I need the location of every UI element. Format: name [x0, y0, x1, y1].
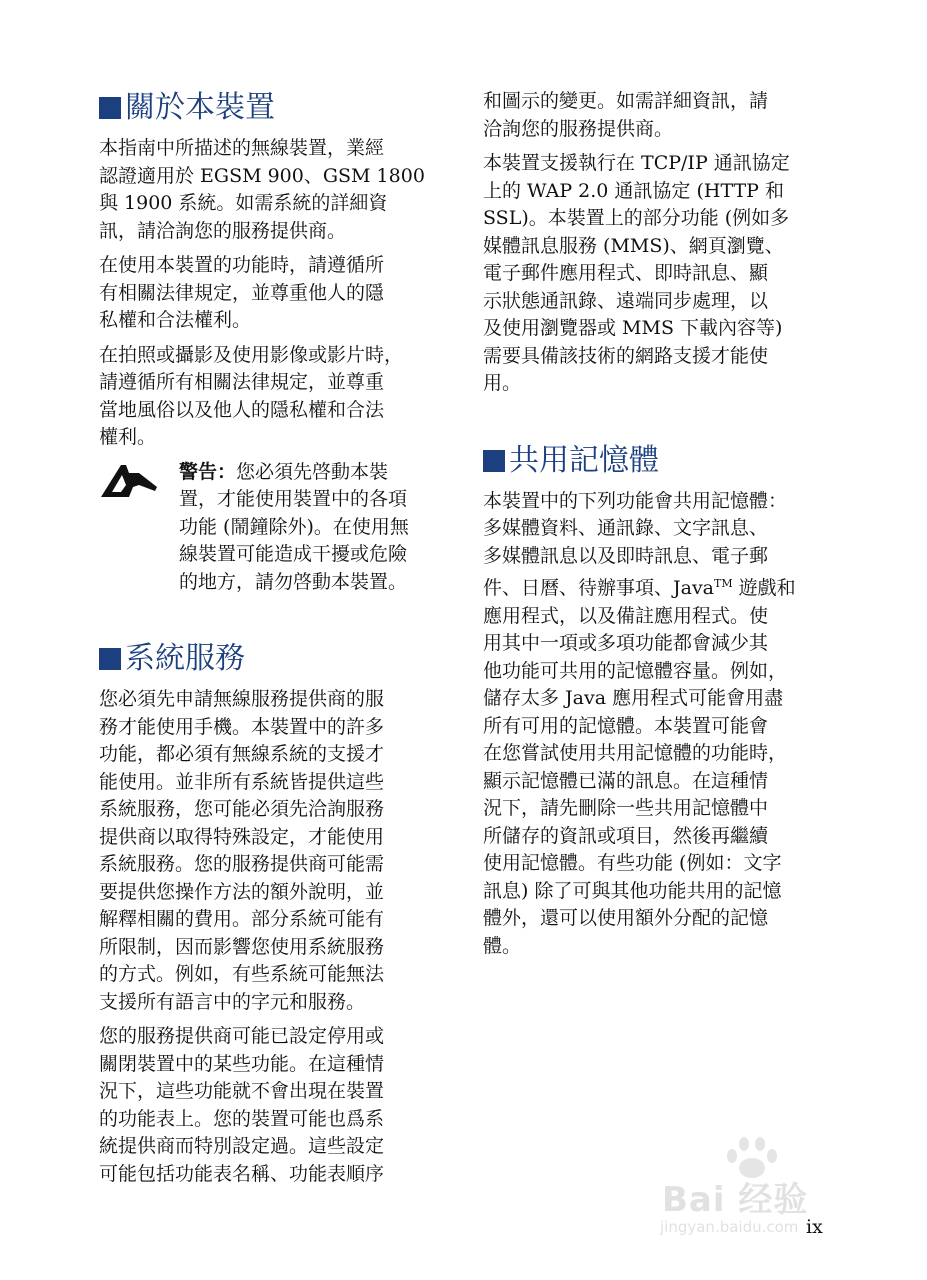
- text-line: 洽詢您的服務提供商。: [483, 117, 674, 140]
- watermark-logo: [660, 1136, 870, 1246]
- watermark-text: Bai 经验: [662, 1180, 809, 1220]
- text-line: 在您嘗試使用共用記憶體的功能時，: [483, 742, 788, 764]
- paragraph: [483, 88, 828, 143]
- text-line: 及使用瀏覽器或 MMS 下載內容等): [483, 317, 783, 339]
- text-line: 體。: [483, 934, 522, 957]
- text-line: 示狀態通訊錄、遠端同步處理，以: [483, 289, 769, 312]
- text-line: 要提供您操作方法的額外說明，並: [99, 880, 385, 903]
- text-line: 電子郵件應用程式、即時訊息、顯: [483, 262, 769, 284]
- text-line: 功能，都必須有無線系統的支援才: [99, 743, 385, 765]
- text-line: 系統服務。您的服務提供商可能需: [99, 853, 385, 875]
- heading-system-services: [99, 639, 439, 679]
- text-line: 所儲存的資訊或項目，然後再繼續: [483, 824, 769, 847]
- text-line: 需要具備該技術的網路支援才能使: [483, 344, 769, 367]
- text-line: 提供商以取得特殊設定，才能使用: [99, 825, 385, 848]
- text-line: 況下，請先刪除一些共用記憶體中: [483, 797, 769, 819]
- text-line: 顯示記憶體已滿的訊息。在這種情: [483, 769, 769, 792]
- page-number: ix: [806, 1216, 823, 1238]
- paragraph: [99, 135, 439, 245]
- text-line: 有相關法律規定，並尊重他人的隱: [99, 281, 385, 304]
- text-line: 本裝置支援執行在 TCP/IP 通訊協定: [483, 152, 790, 174]
- left-column: [99, 88, 439, 1195]
- text-line: 與 1900 系統。如需系統的詳細資: [99, 192, 388, 214]
- warning-hand-icon: [99, 459, 179, 604]
- paragraph: [99, 252, 439, 335]
- text-line: 的方式。例如，有些系統可能無法: [99, 963, 385, 985]
- paragraph: [483, 150, 828, 398]
- text-line: 在拍照或攝影及使用影像或影片時，: [99, 343, 404, 366]
- games-text: 遊戲和: [732, 577, 796, 599]
- text-line: 儲存太多 Java 應用程式可能會用盡: [483, 687, 784, 709]
- text-line: 解釋相關的費用。部分系統可能有: [99, 908, 385, 930]
- text-line: 多媒體訊息以及即時訊息、電子郵: [483, 544, 769, 567]
- warning-block: [99, 459, 439, 604]
- text-line: 本裝置中的下列功能會共用記憶體：: [483, 489, 788, 512]
- paragraph: [99, 342, 439, 452]
- text-line: 務才能使用手機。本裝置中的許多: [99, 715, 385, 738]
- text-line: SSL)。本裝置上的部分功能 (例如多: [483, 207, 790, 229]
- text-line: 在使用本裝置的功能時，請遵循所: [99, 254, 385, 276]
- java-text: 件、日曆、待辦事項、Java: [483, 577, 715, 599]
- text-line: 所限制，因而影響您使用系統服務: [99, 935, 385, 958]
- text-line: 所有可用的記憶體。本裝置可能會: [483, 714, 769, 737]
- text-line: 請遵循所有相關法律規定，並尊重: [99, 371, 385, 393]
- trademark-sup: TM: [714, 577, 733, 590]
- section-spacer: [99, 603, 439, 639]
- heading-about-device: [99, 88, 439, 128]
- text-line: 媒體訊息服務 (MMS)、網頁瀏覽、: [483, 234, 784, 257]
- text-line: 統提供商而特別設定過。這些設定: [99, 1135, 385, 1157]
- text-line: 您必須先申請無線服務提供商的服: [99, 688, 385, 710]
- heading-square-icon: [99, 97, 121, 119]
- text-line: 您的服務提供商可能已設定停用或: [99, 1025, 385, 1047]
- heading-system-services-text: 系統服務: [125, 641, 245, 676]
- text-lines: [483, 603, 828, 961]
- heading-shared-memory: [483, 441, 828, 481]
- text-line: 線裝置可能造成干擾或危險: [179, 543, 408, 565]
- warning-text: [179, 459, 439, 597]
- text-line: 訊息) 除了可與其他功能共用的記憶: [483, 879, 782, 902]
- text-line: 用。: [483, 372, 522, 394]
- text-line: 能使用。並非所有系統皆提供這些: [99, 770, 385, 793]
- text-line: 使用記憶體。有些功能 (例如：文字: [483, 852, 782, 874]
- heading-shared-memory-text: 共用記憶體: [509, 442, 659, 478]
- text-line: 的功能表上。您的裝置可能也爲系: [99, 1107, 385, 1130]
- text-line: 權利。: [99, 426, 157, 448]
- section-spacer: [483, 405, 828, 441]
- text-line: 多媒體資料、通訊錄、文字訊息、: [483, 517, 769, 539]
- warning-label: 警告：: [179, 460, 237, 483]
- warning-first-line: 您必須先啓動本裝: [236, 460, 389, 483]
- text-line: 況下，這些功能就不會出現在裝置: [99, 1080, 385, 1102]
- text-line: 功能 (鬧鐘除外)。在使用無: [179, 515, 409, 538]
- text-line: 支援所有語言中的字元和服務。: [99, 990, 366, 1013]
- watermark-url: jingyan.baidu.com: [660, 1218, 799, 1236]
- text-line: 體外，還可以使用額外分配的記憶: [483, 907, 769, 929]
- right-column: [483, 88, 828, 967]
- text-line: 上的 WAP 2.0 通訊協定 (HTTP 和: [483, 179, 784, 202]
- text-line: 的地方，請勿啓動本裝置。: [179, 570, 408, 593]
- text-line: 本指南中所描述的無線裝置，業經: [99, 137, 385, 159]
- text-line: 當地風俗以及他人的隱私權和合法: [99, 398, 385, 421]
- text-line: 系統服務，您可能必須先洽詢服務: [99, 798, 385, 820]
- text-line-java: [483, 570, 828, 603]
- heading-square-icon: [99, 648, 121, 670]
- paragraph: [99, 1023, 439, 1188]
- text-line: 認證適用於 EGSM 900、GSM 1800: [99, 164, 425, 187]
- heading-about-device-text: 關於本裝置: [125, 90, 275, 125]
- text-line: 和圖示的變更。如需詳細資訊，請: [483, 90, 769, 112]
- text-line: 可能包括功能表名稱、功能表順序: [99, 1162, 385, 1185]
- text-line: 訊，請洽詢您的服務提供商。: [99, 219, 347, 242]
- text-line: 關閉裝置中的某些功能。在這種情: [99, 1052, 385, 1075]
- text-line: 置，才能使用裝置中的各項: [179, 488, 408, 510]
- text-line: 他功能可共用的記憶體容量。例如，: [483, 659, 788, 682]
- warning-lines: [179, 486, 439, 596]
- text-line: 應用程式，以及備註應用程式。使: [483, 604, 769, 627]
- heading-square-icon: [483, 450, 505, 472]
- paragraph: [99, 686, 439, 1016]
- paragraph-shared-memory: [483, 488, 828, 961]
- text-line: 私權和合法權利。: [99, 309, 252, 331]
- text-line: 用其中一項或多項功能都會減少其: [483, 632, 769, 654]
